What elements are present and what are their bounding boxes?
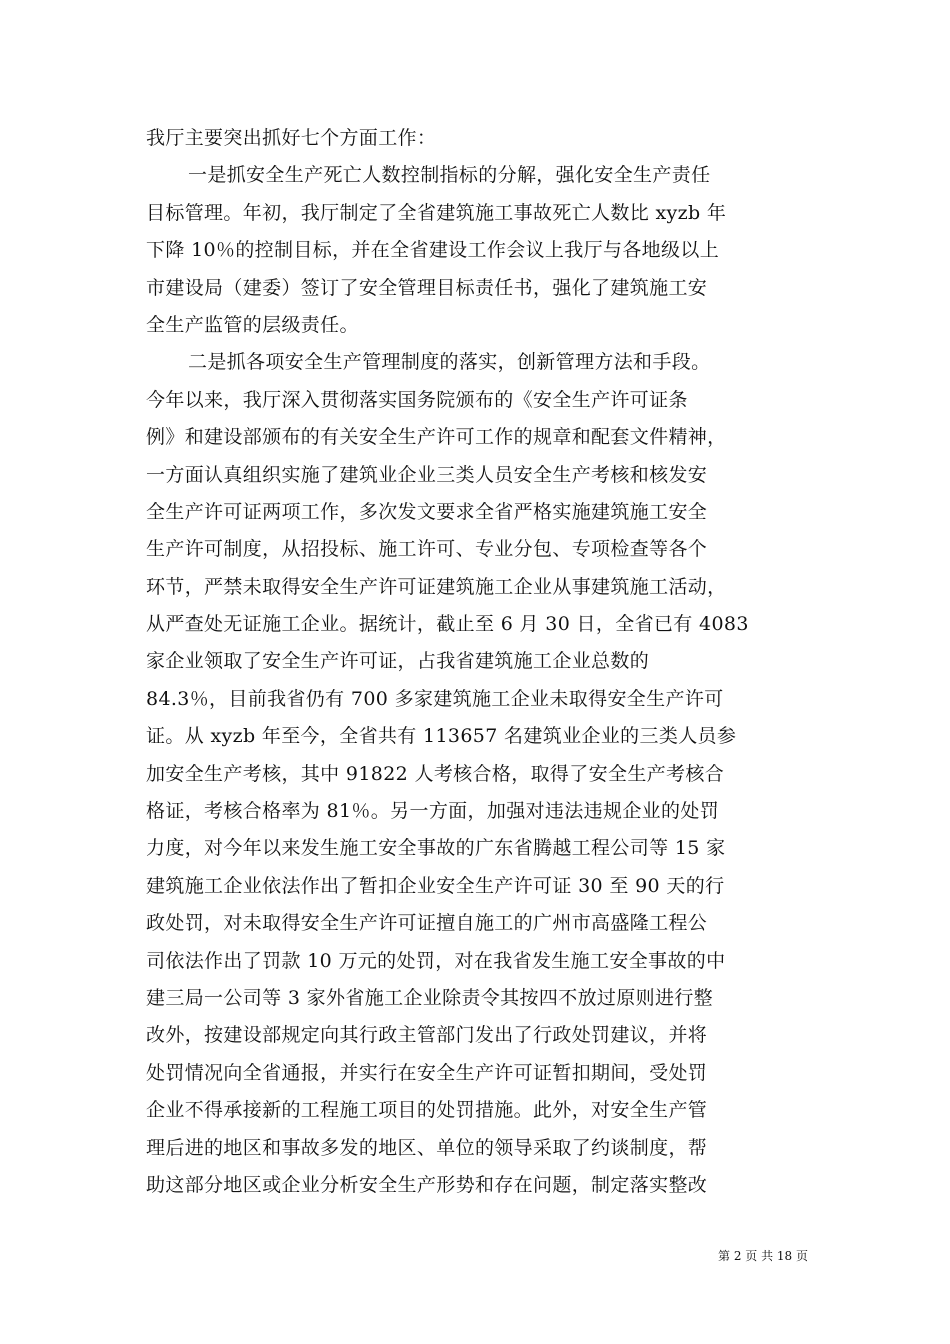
text-line: 格证，考核合格率为 81％。另一方面，加强对违法违规企业的处罚 — [146, 800, 720, 823]
text-line: 加安全生产考核，其中 91822 人考核合格，取得了安全生产考核合 — [146, 762, 725, 785]
text-line: 市建设局（建委）签订了安全管理目标责任书，强化了建筑施工安 — [146, 276, 708, 299]
text-line: 全生产监管的层级责任。 — [146, 313, 359, 336]
text-line: 理后进的地区和事故多发的地区、单位的领导采取了约谈制度，帮 — [146, 1136, 708, 1159]
page-number-label: 第 2 页 共 18 页 — [718, 1249, 808, 1263]
text-line: 处罚情况向全省通报，并实行在安全生产许可证暂扣期间，受处罚 — [146, 1061, 708, 1084]
page-footer — [718, 1247, 808, 1264]
text-line: 从严查处无证施工企业。据统计，截止至 6 月 30 日，全省已有 4083 — [146, 613, 749, 636]
text-line: 政处罚，对未取得安全生产许可证擅自施工的广州市高盛隆工程公 — [146, 912, 708, 935]
text-line: 生产许可制度，从招投标、施工许可、专业分包、专项检查等各个 — [146, 538, 708, 561]
text-line: 助这部分地区或企业分析安全生产形势和存在问题，制定落实整改 — [146, 1173, 708, 1196]
text-line: 家企业领取了安全生产许可证，占我省建筑施工企业总数的 — [146, 650, 650, 673]
text-line: 一方面认真组织实施了建筑业企业三类人员安全生产考核和核发安 — [146, 463, 708, 486]
text-line: 目标管理。年初，我厅制定了全省建筑施工事故死亡人数比 xyzb 年 — [146, 201, 727, 224]
text-line: 证。从 xyzb 年至今，全省共有 113657 名建筑业企业的三类人员参 — [146, 725, 737, 748]
text-line: 建筑施工企业依法作出了暂扣企业安全生产许可证 30 至 90 天的行 — [146, 874, 725, 897]
paragraph-start: 一是抓安全生产死亡人数控制指标的分解，强化安全生产责任 — [188, 164, 711, 187]
text-line: 例》和建设部颁布的有关安全生产许可工作的规章和配套文件精神， — [146, 426, 727, 449]
text-line: 力度，对今年以来发生施工安全事故的广东省腾越工程公司等 15 家 — [146, 837, 726, 860]
document-body — [146, 120, 806, 1204]
paragraph-start: 二是抓各项安全生产管理制度的落实，创新管理方法和手段。 — [188, 351, 711, 374]
text-line: 全生产许可证两项工作，多次发文要求全省严格实施建筑施工安全 — [146, 500, 708, 523]
text-line: 改外，按建设部规定向其行政主管部门发出了行政处罚建议，并将 — [146, 1024, 708, 1047]
text-line: 企业不得承接新的工程施工项目的处罚措施。此外，对安全生产管 — [146, 1099, 708, 1122]
text-line: 司依法作出了罚款 10 万元的处罚，对在我省发生施工安全事故的中 — [146, 949, 726, 972]
text-line: 84.3％，目前我省仍有 700 多家建筑施工企业未取得安全生产许可 — [146, 687, 724, 710]
text-line: 环节，严禁未取得安全生产许可证建筑施工企业从事建筑施工活动， — [146, 575, 727, 598]
text-line: 建三局一公司等 3 家外省施工企业除责令其按四不放过原则进行整 — [146, 986, 714, 1009]
text-line: 我厅主要突出抓好七个方面工作： — [146, 127, 437, 149]
text-line: 下降 10％的控制目标，并在全省建设工作会议上我厅与各地级以上 — [146, 239, 720, 262]
text-line: 今年以来，我厅深入贯彻落实国务院颁布的《安全生产许可证条 — [146, 388, 688, 411]
